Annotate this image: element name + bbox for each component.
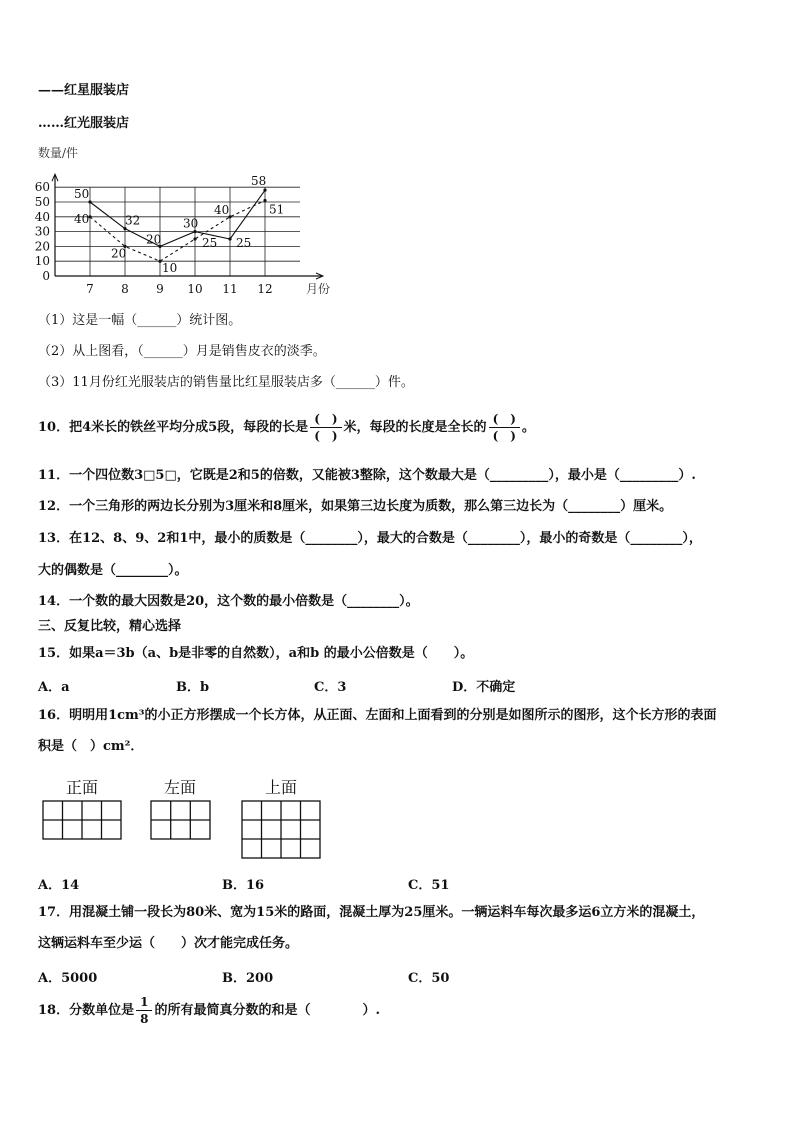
y-tick-label: 50 [34, 195, 50, 209]
q18-text-a: 18．分数单位是 [38, 1003, 135, 1018]
question-13-line1: 13．在12、8、9、2和1中，最小的质数是（________），最大的合数是（________），最小的奇数是（________）， [38, 531, 702, 546]
legend-red-light: ……红光服装店 [38, 116, 130, 131]
q9-part3: （3）11月份红光服装店的销售量比红星服装店多（______）件。 [38, 375, 414, 390]
q10-text-a: 10．把4米长的铁丝平均分成5段，每段的长是 [38, 420, 309, 435]
front-view-grid [43, 801, 121, 839]
view-label-front: 正面 [66, 778, 99, 797]
sales-line-chart [30, 143, 350, 298]
q15-option-b[interactable]: B．b [176, 680, 210, 695]
view-label-top: 上面 [265, 778, 298, 797]
y-tick-label: 20 [34, 239, 50, 254]
data-label-red-light: 10 [162, 261, 178, 276]
x-axis-label: 月份 [306, 282, 331, 296]
q16-option-b[interactable]: B．16 [222, 878, 265, 893]
data-point [263, 189, 266, 192]
data-label-red-light: 40 [214, 202, 230, 217]
y-tick-label: 0 [42, 269, 50, 283]
q15-option-d[interactable]: D．不确定 [452, 680, 516, 695]
question-15: 15．如果a＝3b（a、b是非零的自然数），a和b 的最小公倍数是（ ）。 [38, 646, 474, 661]
q15-option-c[interactable]: C．3 [314, 680, 347, 695]
q17-option-b[interactable]: B．200 [222, 971, 274, 986]
data-point [228, 237, 231, 240]
question-14: 14．一个数的最大因数是20，这个数的最小倍数是（________）。 [38, 594, 419, 609]
y-tick-label: 40 [34, 209, 50, 224]
view-label-left: 左面 [164, 778, 197, 797]
question-17-line2: 这辆运料车至少运（ ）次才能完成任务。 [38, 936, 299, 951]
x-tick-label: 10 [187, 282, 203, 296]
q10-fraction-2: $\frac{( )}{( )}$ [489, 411, 520, 444]
q16-views-figure [40, 799, 340, 861]
data-point [193, 237, 196, 240]
question-16-line2: 积是（ ）cm²． [38, 739, 144, 754]
section-3-heading: 三、反复比较，精心选择 [38, 619, 182, 634]
data-label-red-star: 30 [183, 216, 199, 231]
left-view-grid [151, 801, 210, 839]
q18-fraction: $\frac{1}{8}$ [136, 994, 152, 1027]
q16-option-a[interactable]: A．14 [38, 878, 80, 893]
x-tick-label: 12 [257, 282, 273, 296]
x-tick-label: 11 [222, 282, 238, 296]
question-18 [38, 993, 380, 1029]
data-label-red-light: 25 [202, 236, 218, 250]
question-17-line1: 17．用混凝土铺一段长为80米、宽为15米的路面，混凝土厚为25厘米。一辆运料车每次最多运6立方米的混凝土， [38, 905, 705, 920]
legend-red-star: ——红星服装店 [38, 83, 130, 98]
data-point [263, 199, 266, 202]
q18-text-b: 的所有最简真分数的和是（ ）. [154, 1003, 380, 1018]
q9-part1: （1）这是一幅（______）统计图。 [38, 313, 242, 328]
x-tick-labels [86, 282, 272, 296]
data-label-red-star: 50 [74, 187, 90, 201]
q9-part2: （2）从上图看，（______）月是销售皮衣的淡季。 [38, 344, 326, 359]
y-tick-label: 60 [34, 180, 50, 195]
question-13-line2: 大的偶数是（________）。 [38, 563, 188, 578]
x-tick-label: 9 [156, 282, 164, 296]
q10-text-b: 米，每段的长度是全长的 [343, 420, 487, 435]
data-label-red-star: 58 [251, 174, 267, 189]
y-tick-label: 30 [34, 224, 50, 239]
data-label-red-star: 20 [146, 232, 162, 247]
y-tick-labels [35, 180, 50, 283]
question-16-line1: 16．明明用1cm³的小正方形摆成一个长方体，从正面、左面和上面看到的分别是如图所示的图形，这个长方形的表面 [38, 708, 717, 723]
q17-option-c[interactable]: C．50 [408, 971, 450, 986]
question-12: 12．一个三角形的两边长分别为3厘米和8厘米，如果第三边长度为质数，那么第三边长为（________）厘米。 [38, 499, 673, 514]
chart-data-labels [74, 174, 284, 275]
q16-option-c[interactable]: C．51 [408, 878, 450, 893]
data-label-red-star: 32 [125, 213, 141, 228]
q17-option-a[interactable]: A．5000 [38, 971, 98, 986]
y-axis-label: 数量/件 [38, 146, 79, 160]
data-label-red-light: 20 [111, 246, 127, 261]
top-view-grid [242, 801, 320, 858]
q10-fraction-1: $\frac{( )}{( )}$ [310, 411, 341, 444]
q15-option-a[interactable]: A．a [38, 680, 70, 695]
x-tick-label: 7 [86, 282, 94, 296]
data-label-red-star: 25 [236, 236, 252, 250]
x-tick-label: 8 [121, 282, 129, 296]
data-label-red-light: 51 [269, 202, 285, 217]
q10-text-c: 。 [521, 420, 535, 435]
y-tick-label: 10 [34, 254, 50, 269]
question-11: 11．一个四位数3□5□，它既是2和5的倍数，又能被3整除，这个数最大是（_________），最小是（_________）. [38, 468, 696, 483]
question-10 [38, 410, 535, 446]
data-label-red-light: 40 [74, 211, 90, 226]
